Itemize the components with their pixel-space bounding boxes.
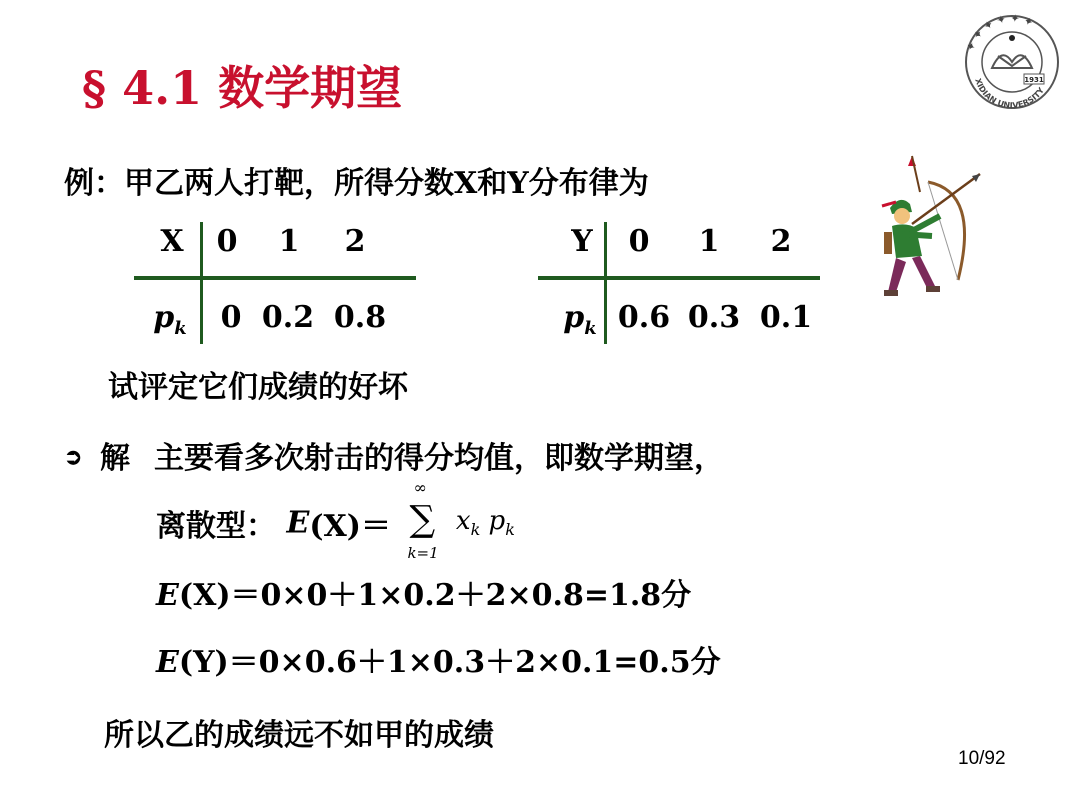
table-y-divider bbox=[538, 276, 820, 280]
summation-symbol bbox=[407, 478, 441, 568]
table-x-prob: 0 bbox=[220, 300, 242, 335]
table-y-value: 1 bbox=[698, 224, 720, 259]
table-x-value: 1 bbox=[278, 224, 300, 259]
expectation-symbol: E bbox=[156, 578, 179, 613]
table-x-divider bbox=[200, 222, 203, 344]
table-y-value: 2 bbox=[770, 224, 792, 259]
university-seal-icon bbox=[958, 12, 1066, 112]
table-y-prob: 0.3 bbox=[687, 300, 741, 335]
example-intro: 例：甲乙两人打靶，所得分数X和Y分布律为 bbox=[64, 166, 649, 201]
table-x-var: X bbox=[160, 224, 184, 259]
distribution-table-y bbox=[538, 222, 820, 344]
summand-p: p bbox=[488, 506, 506, 537]
solution-line bbox=[64, 433, 724, 477]
logo-arc-text: XIDIAN UNIVERSITY bbox=[973, 77, 1046, 111]
slide-title: § 4.1 数学期望 bbox=[82, 61, 403, 115]
conclusion: 所以乙的成绩远不如甲的成绩 bbox=[104, 718, 494, 753]
distribution-table-x bbox=[134, 222, 416, 344]
prob-subscript: k bbox=[174, 318, 187, 339]
ex-expression: (X)＝0×0＋1×0.2＋2×0.8=1.8分 bbox=[178, 578, 692, 613]
sigma-icon: ∑ bbox=[409, 499, 436, 540]
summand-sub: k bbox=[470, 520, 481, 540]
expectation-symbol: E bbox=[286, 505, 310, 541]
summand bbox=[455, 506, 515, 540]
ey-expression: (Y)＝0×0.6＋1×0.3＋2×0.1=0.5分 bbox=[178, 645, 721, 680]
table-y-value: 0 bbox=[628, 224, 650, 259]
table-y-prob: 0.1 bbox=[759, 300, 813, 335]
discrete-formula bbox=[156, 478, 515, 568]
table-y-prob: 0.6 bbox=[617, 300, 671, 335]
prob-symbol: p bbox=[563, 300, 585, 335]
table-x-value: 0 bbox=[216, 224, 238, 259]
ey-computation bbox=[156, 637, 721, 681]
logo-year: 1931 bbox=[1024, 76, 1044, 84]
table-x-divider bbox=[134, 276, 416, 280]
sum-upper-limit: ∞ bbox=[413, 478, 427, 497]
discrete-label: 离散型： bbox=[156, 509, 276, 544]
arrow-circle-right-icon: ➲ bbox=[64, 444, 83, 470]
expectation-symbol: E bbox=[156, 645, 179, 680]
solution-text: 主要看多次射击的得分均值，即数学期望， bbox=[154, 441, 724, 476]
summand-x: x bbox=[455, 506, 471, 537]
table-x-prob: 0.2 bbox=[261, 300, 315, 335]
table-x-value: 2 bbox=[344, 224, 366, 259]
assessment-question: 试评定它们成绩的好坏 bbox=[108, 370, 408, 405]
summand-sub: k bbox=[505, 520, 515, 540]
table-y-divider bbox=[604, 222, 607, 344]
solution-label: 解 bbox=[100, 441, 130, 476]
sum-lower-limit: k=1 bbox=[407, 544, 439, 562]
svg-text:✦ ✦ ✦ ✦ ✦ ✦: ✦ ✦ ✦ ✦ ✦ ✦ bbox=[963, 12, 1036, 54]
table-x-prob-label bbox=[142, 300, 198, 339]
archer-illustration bbox=[862, 152, 990, 300]
table-x-prob: 0.8 bbox=[333, 300, 387, 335]
prob-symbol: p bbox=[153, 300, 175, 335]
table-y-prob-label bbox=[552, 300, 608, 339]
ex-computation bbox=[156, 570, 691, 614]
page-number: 10/92 bbox=[958, 748, 1006, 769]
expectation-lhs: (X)＝ bbox=[309, 509, 391, 544]
prob-subscript: k bbox=[584, 318, 597, 339]
table-y-var: Y bbox=[571, 224, 593, 259]
